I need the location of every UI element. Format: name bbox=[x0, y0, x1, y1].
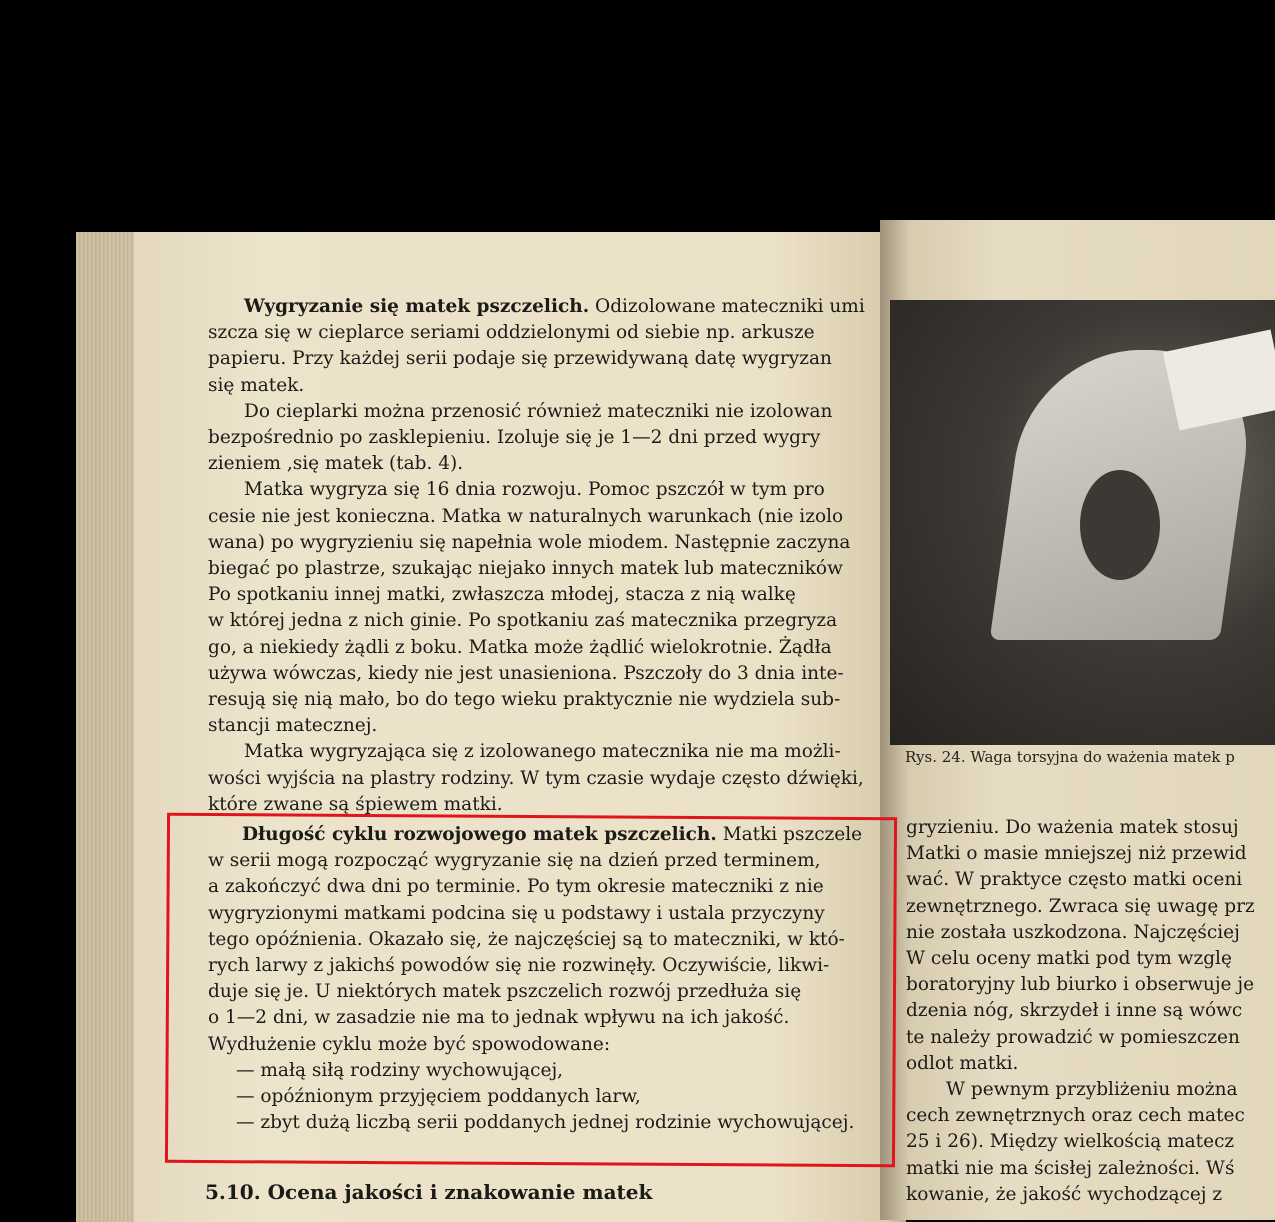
text-line: się matek. bbox=[208, 374, 305, 396]
text-line: wości wyjścia na plastry rodziny. W tym czasie wydaje często dźwięki, bbox=[208, 767, 864, 789]
text-line: resują się nią mało, bo do tego wieku praktycznie nie wydziela sub- bbox=[208, 689, 841, 711]
text-line: a zakończyć dwa dni po terminie. Po tym okresie mateczniki z nie bbox=[208, 876, 824, 898]
text-line: zieniem ,się matek (tab. 4). bbox=[208, 453, 464, 475]
list-item: — opóźnionym przyjęciem poddanych larw, bbox=[236, 1086, 641, 1108]
paragraph-4 bbox=[208, 739, 888, 818]
text-line: duje się je. U niektórych matek pszczelich rozwój przedłuża się bbox=[208, 981, 802, 1003]
text-line: Matka wygryza się 16 dnia rozwoju. Pomoc pszczół w tym pro bbox=[244, 479, 825, 501]
text-line: go, a niekiedy żądli z boku. Matka może żądlić wielokrotnie. Żądła bbox=[208, 636, 832, 658]
heading-inline: Długość cyklu rozwojowego matek pszczelich. bbox=[242, 824, 717, 846]
text-line: Matki o masie mniejszej niż przewid bbox=[906, 843, 1247, 865]
text-line: Po spotkaniu innej matki, zwłaszcza młodej, stacza z nią walkę bbox=[208, 584, 796, 606]
text-line: wygryzionymi matkami podcina się u podstawy i ustala przyczyny bbox=[208, 902, 825, 924]
text-line: 25 i 26). Między wielkością matecz bbox=[906, 1131, 1235, 1153]
paragraph-1 bbox=[208, 294, 888, 399]
text-line: odlot matki. bbox=[906, 1052, 1019, 1074]
page-stack-edge bbox=[76, 232, 134, 1222]
text-line: gryzieniu. Do ważenia matek stosuj bbox=[906, 817, 1239, 838]
list-item: — zbyt dużą liczbą serii poddanych jednej rodzinie wychowującej. bbox=[236, 1112, 855, 1134]
paper-label-shape bbox=[1163, 329, 1275, 430]
text-line: cech zewnętrznych oraz cech matec bbox=[906, 1105, 1245, 1127]
text-line: matki nie ma ścisłej zależności. Wś bbox=[906, 1157, 1235, 1179]
text-line: Długość cyklu rozwojowego matek pszczelich. Matki pszczele bbox=[242, 824, 863, 846]
text-line: dzenia nóg, skrzydeł i inne są wówc bbox=[906, 1000, 1243, 1022]
text-line: kowanie, że jakość wychodzącej z bbox=[906, 1183, 1223, 1205]
text-line: boratoryjny lub biurko i obserwuje je bbox=[906, 974, 1255, 996]
text-line: bezpośrednio po zasklepieniu. Izoluje się je 1—2 dni przed wygry bbox=[208, 427, 821, 449]
paragraph-2 bbox=[208, 399, 888, 478]
text-line: papieru. Przy każdej serii podaje się przewidywaną datę wygryzan bbox=[208, 348, 832, 370]
text-line: Matka wygryzająca się z izolowanego matecznika nie ma możli- bbox=[244, 741, 841, 763]
text-line: tego opóźnienia. Okazało się, że najczęściej są to mateczniki, w któ- bbox=[208, 928, 845, 950]
text-line: nie została uszkodzona. Najczęściej bbox=[906, 921, 1240, 943]
text-line: zewnętrznego. Zwraca się uwagę prz bbox=[906, 895, 1255, 917]
text-line: w której jedna z nich ginie. Po spotkaniu zaś matecznika przegryza bbox=[208, 610, 838, 632]
figure-caption: Rys. 24. Waga torsyjna do ważenia matek p bbox=[905, 748, 1235, 766]
section-heading: 5.10. Ocena jakości i znakowanie matek bbox=[205, 1180, 653, 1204]
heading-inline: Wygryzanie się matek pszczelich. bbox=[244, 296, 590, 317]
text-line: te należy prowadzić w pomieszczen bbox=[906, 1026, 1240, 1048]
right-page-text bbox=[906, 815, 1275, 1208]
text-line: W celu oceny matki pod tym wzglę bbox=[906, 948, 1232, 970]
red-highlight-box bbox=[165, 813, 897, 1167]
text-line: w serii mogą rozpocząć wygryzanie się na dzień przed terminem, bbox=[208, 850, 821, 872]
balance-opening-shape bbox=[1080, 470, 1160, 580]
text-line: W pewnym przybliżeniu można bbox=[946, 1079, 1238, 1101]
text-line: szcza się w cieplarce seriami oddzielonymi od siebie np. arkusze bbox=[208, 322, 815, 344]
text-line: Wygryzanie się matek pszczelich. Odizolowane mateczniki umi bbox=[244, 296, 865, 317]
text-line: stancji matecznej. bbox=[208, 715, 378, 737]
text-line: wać. W praktyce często matki oceni bbox=[906, 869, 1243, 891]
text-line: biegać po plastrze, szukając niejako innych matek lub mateczników bbox=[208, 558, 843, 580]
paragraph-3 bbox=[208, 477, 888, 739]
text-line: używa wówczas, kiedy nie jest unasieniona. Pszczoły do 3 dnia inte- bbox=[208, 662, 844, 684]
figure-photo bbox=[890, 300, 1275, 745]
text-line: rych larwy z jakichś powodów się nie rozwinęły. Oczywiście, likwi- bbox=[208, 955, 830, 977]
text-line: Do cieplarki można przenosić również mateczniki nie izolowan bbox=[244, 400, 833, 422]
text-line: wana) po wygryzieniu się napełnia wole miodem. Następnie zaczyna bbox=[208, 531, 851, 553]
text-line: o 1—2 dni, w zasadzie nie ma to jednak wpływu na ich jakość. bbox=[208, 1007, 790, 1029]
text-line: Wydłużenie cyklu może być spowodowane: bbox=[208, 1033, 611, 1055]
list-item: — małą siłą rodziny wychowującej, bbox=[236, 1059, 564, 1081]
text-line: które zwane są śpiewem matki. bbox=[208, 793, 503, 815]
text-line: cesie nie jest konieczna. Matka w naturalnych warunkach (nie izolo bbox=[208, 505, 844, 527]
